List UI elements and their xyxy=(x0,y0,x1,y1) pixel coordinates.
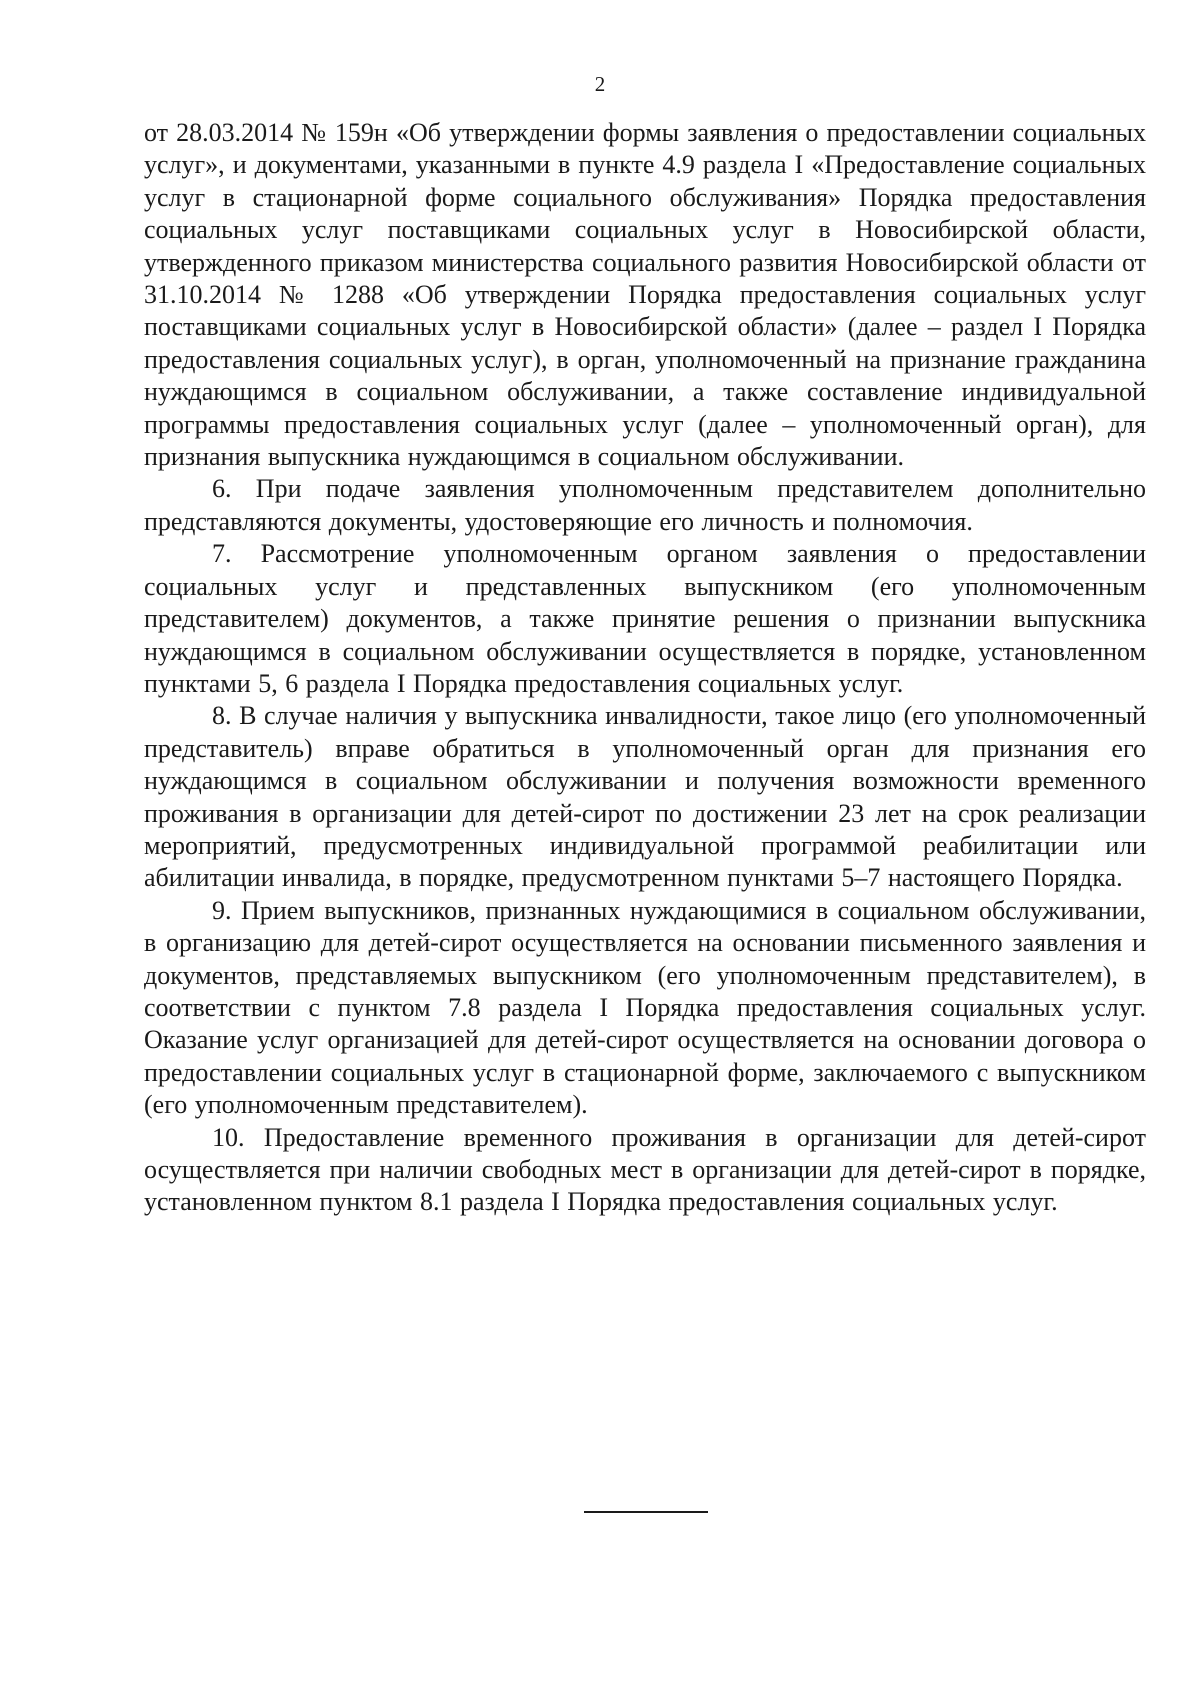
end-of-document-rule xyxy=(584,1511,708,1513)
paragraph-item-9: 9. Прием выпускников, признанных нуждающимися в социальном обслуживании, в организацию для детей-сирот осуществляется на основании письменного заявления и документов, представляемых выпускником (его уполномоченным представителем), в соответствии с пунктом 7.8 раздела I Порядка предоставления социальных услуг. Оказание услуг организацией для детей-сирот осуществляется на основании договора о предоставлении социальных услуг в стационарной форме, заключаемого с выпускником (его уполномоченным представителем). xyxy=(144,895,1146,1120)
document-body xyxy=(144,117,1146,1219)
paragraph-item-10: 10. Предоставление временного проживания в организации для детей-сирот осуществляется при наличии свободных мест в организации для детей-сирот в порядке, установленном пунктом 8.1 раздела I Порядка предоставления социальных услуг. xyxy=(144,1122,1146,1217)
paragraph-item-6: 6. При подаче заявления уполномоченным представителем дополнительно представляются документы, удостоверяющие его личность и полномочия. xyxy=(144,474,1146,536)
paragraph-item-7: 7. Рассмотрение уполномоченным органом заявления о предоставлении социальных услуг и представленных выпускником (его уполномоченным представителем) документов, а также принятие решения о признании выпускника нуждающимся в социальном обслуживании осуществляется в порядке, установленном пунктами 5, 6 раздела I Порядка предоставления социальных услуг. xyxy=(144,539,1146,698)
paragraph-item-8: 8. В случае наличия у выпускника инвалидности, такое лицо (его уполномоченный представитель) вправе обратиться в уполномоченный орган для признания его нуждающимся в социальном обслуживании и получения возможности временного проживания в организации для детей-сирот по достижении 23 лет на срок реализации мероприятий, предусмотренных индивидуальной программой реабилитации или абилитации инвалида, в порядке, предусмотренном пунктами 5–7 настоящего Порядка. xyxy=(144,701,1146,893)
paragraph-continuation: от 28.03.2014 № 159н «Об утверждении формы заявления о предоставлении социальных услуг», и документами, указанными в пункте 4.9 раздела I «Предоставление социальных услуг в стационарной форме социального обслуживания» Порядка предоставления социальных услуг поставщиками социальных услуг в Новосибирской области, утвержденного приказом министерства социального развития Новосибирской области от 31.10.2014 № 1288 «Об утверждении Порядка предоставления социальных услуг поставщиками социальных услуг в Новосибирской области» (далее – раздел I Порядка предоставления социальных услуг), в орган, уполномоченный на признание гражданина нуждающимся в социальном обслуживании, а также составление индивидуальной программы предоставления социальных услуг (далее – уполномоченный орган), для признания выпускника нуждающимся в социальном обслуживании. xyxy=(144,118,1146,472)
page-number: 2 xyxy=(594,72,606,96)
